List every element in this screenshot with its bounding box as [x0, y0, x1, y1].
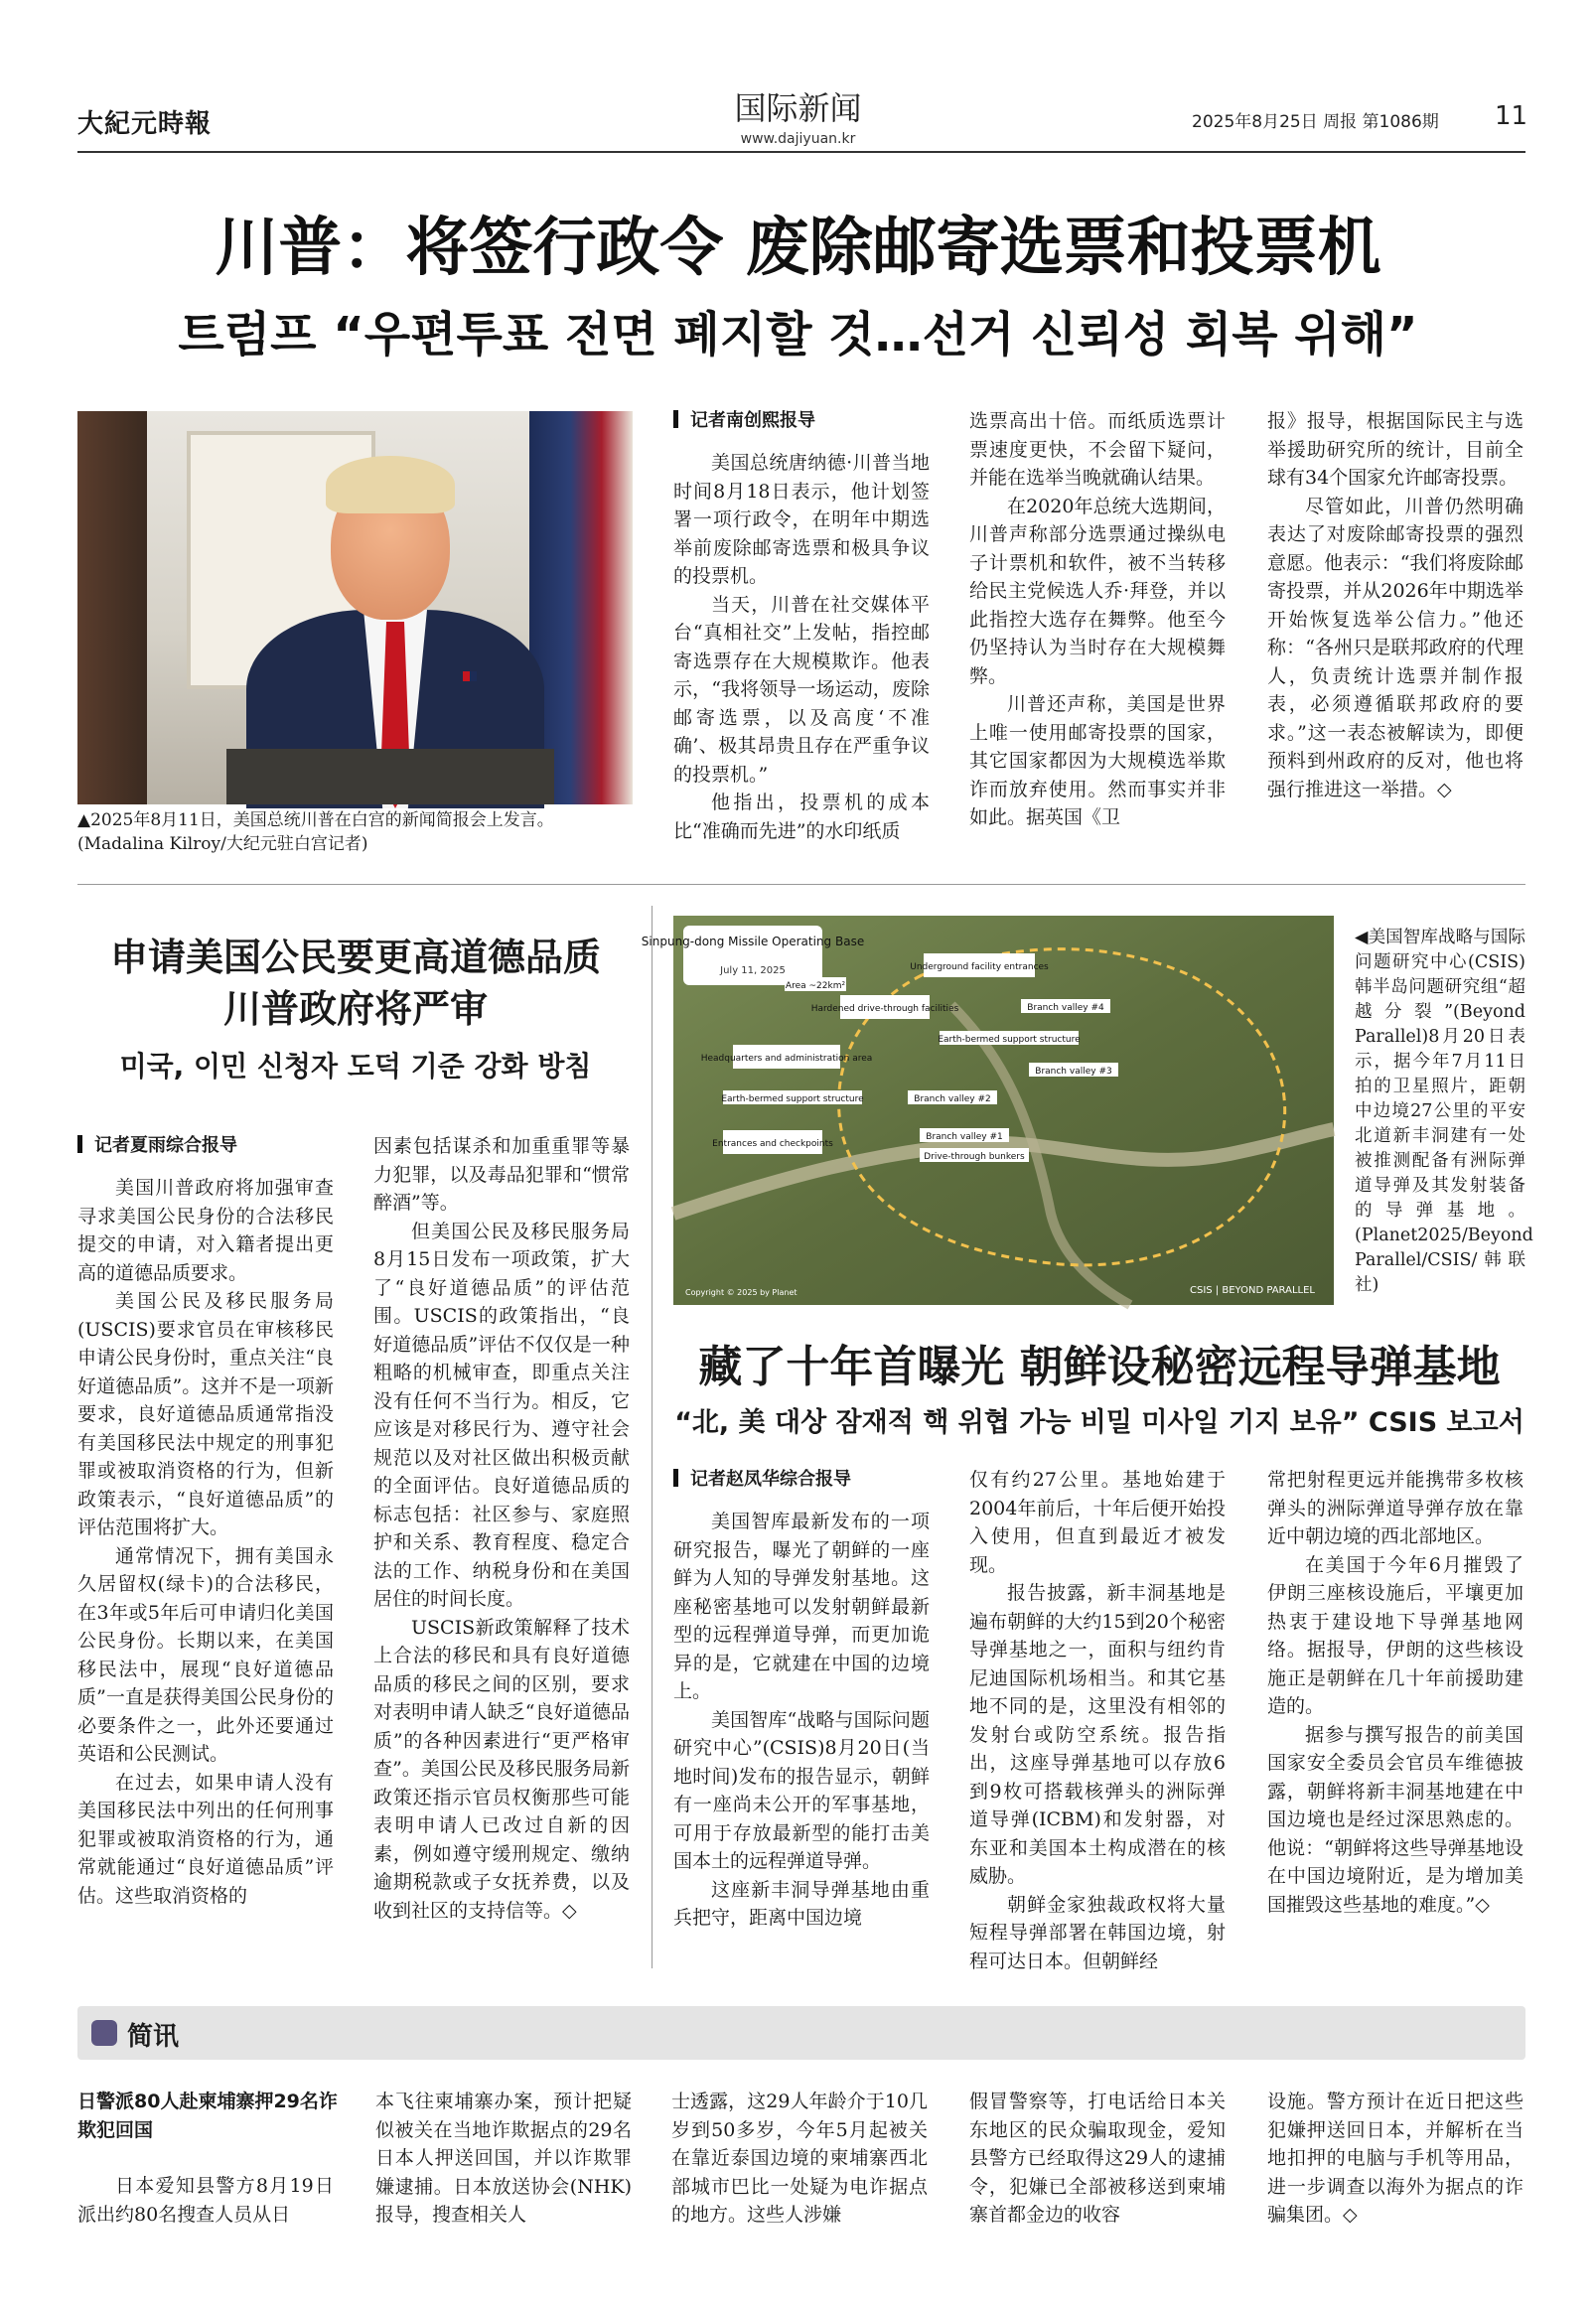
map-label: Entrances and checkpoints	[712, 1139, 833, 1149]
article1-column-3	[1267, 407, 1523, 803]
article2-column-1	[77, 1132, 334, 1910]
brief-column-1	[77, 2172, 334, 2229]
map-area-label: Area ~22km²	[785, 981, 846, 991]
issue-info: 2025年8月25日 周报 第1086期	[1192, 112, 1439, 132]
map-brand: CSIS | BEYOND PARALLEL	[1190, 1285, 1315, 1296]
paragraph: 常把射程更远并能携带多枚核弹头的洲际弹道导弹存放在靠近中朝边境的西北部地区。	[1267, 1469, 1523, 1547]
paragraph: 美国总统唐纳德·川普当地时间8月18日表示，他计划签署一项行政令，在明年中期选举前废除邮寄选票和极具争议的投票机。	[673, 452, 930, 587]
map-date: July 11, 2025	[720, 965, 786, 976]
article2-headline-line2: 川普政府将严审	[222, 986, 488, 1031]
article1-subheadline: 트럼프 “우편투표 전면 폐지할 것…선거 신뢰성 회복 위해”	[178, 307, 1418, 362]
photo-flag	[529, 411, 633, 804]
map-label: Branch valley #4	[1027, 1003, 1104, 1013]
article1-photo	[77, 411, 633, 804]
map-label: Branch valley #2	[914, 1094, 991, 1104]
paragraph: 当天，川普在社交媒体平台“真相社交”上发帖，指控邮寄选票存在大规模欺诈。他表示，“我将领导一场运动，废除邮寄选票，以及高度‘不准确’、极其昂贵且存在严重争议的投票机。”	[673, 593, 930, 786]
article3-byline: 记者赵凤华综合报导	[673, 1466, 930, 1494]
paragraph: 在美国于今年6月摧毁了伊朗三座核设施后，平壤更加热衷于建设地下导弹基地网络。据报导，伊朗的这些核设施正是朝鲜在几十年前援助建造的。	[1267, 1553, 1523, 1717]
brief-headline: 日警派80人赴柬埔寨押29名诈欺犯回国	[77, 2091, 338, 2141]
section-title: 国际新闻	[734, 89, 862, 127]
briefs-label: 简讯	[127, 2022, 180, 2052]
map-label: Branch valley #1	[926, 1132, 1003, 1142]
satellite-map	[641, 916, 1334, 1305]
header-rule	[77, 151, 1525, 153]
photo-podium	[226, 749, 554, 804]
article3-column-3	[1267, 1466, 1523, 1919]
article3-subheadline: “北, 美 대상 잠재적 핵 위협 가능 비밀 미사일 기지 보유” CSIS 보고서	[674, 1407, 1524, 1438]
briefs-header-bar	[77, 2006, 1525, 2060]
map-title: Sinpung-dong Missile Operating Base	[641, 935, 865, 948]
photo-hair	[326, 456, 455, 513]
paragraph: USCIS新政策解释了技术上合法的移民和具有良好道德品质的移民之间的区别，要求对表明申请人缺乏“良好道德品质”的各种因素进行“更严格审查”。美国公民及移民服务局新政策还指示官员权衡那些可能表明申请人已改过自新的因素，例如遵守缓刑规定、缴纳逾期税款或子女抚养费，以及收到社区的支持信等。◇	[373, 1616, 630, 1922]
paragraph: 日本爱知县警方8月19日派出约80名搜查人员从日	[77, 2175, 334, 2226]
paragraph: 美国智库最新发布的一项研究报告，曝光了朝鲜的一座鲜为人知的导弹发射基地。这座秘密基地可以发射朝鲜最新型的远程弹道导弹，而更加诡异的是，它就建在中国的边境上。	[673, 1511, 930, 1702]
paragraph: 报告披露，新丰洞基地是遍布朝鲜的大约15到20个秘密导弹基地之一，面积与纽约肯尼迪国际机场相当。和其它基地不同的是，这里没有相邻的发射台或防空系统。报告指出，这座导弹基地可以存放6到9枚可搭载核弹头的洲际弹道导弹(ICBM)和发射器，对东亚和美国本土构成潜在的核威胁。	[969, 1582, 1226, 1887]
paragraph: 美国公民及移民服务局(USCIS)要求官员在审核移民申请公民身份时，重点关注“良好道德品质”。这并不是一项新要求，良好道德品质通常指没有美国移民法中规定的刑事犯罪或被取消资格的行为，但新政策表示，“良好道德品质”的评估范围将扩大。	[77, 1290, 334, 1538]
paragraph: 通常情况下，拥有美国永久居留权(绿卡)的合法移民，在3年或5年后可申请归化美国公民身份。长期以来，在美国移民法中，展现“良好道德品质”一直是获得美国公民身份的必要条件之一，此外还要通过英语和公民测试。	[77, 1544, 334, 1765]
briefs-icon	[91, 2020, 117, 2046]
page-number: 11	[1495, 101, 1528, 131]
article1-headline: 川普：将签行政令 废除邮寄选票和投票机	[215, 211, 1381, 285]
paragraph: 设施。警方预计在近日把这些犯嫌押送回日本，并解析在当地扣押的电脑与手机等用品，进一步调查以海外为据点的诈骗集团。◇	[1267, 2091, 1523, 2226]
paragraph: 在2020年总统大选期间，川普声称部分选票通过操纵电子计票机和软件，被不当转移给民主党候选人乔·拜登，并以此指控大选存在舞弊。他至今仍坚持认为当时存在大规模舞弊。	[969, 495, 1226, 687]
column-divider	[652, 906, 653, 1968]
paragraph: 选票高出十倍。而纸质选票计票速度更快，不会留下疑问，并能在选举当晚就确认结果。	[969, 410, 1226, 489]
map-caption: ◀美国智库战略与国际问题研究中心(CSIS)韩半岛问题研究组“超越分裂”(Beyond Parallel)8月20日表示，据今年7月11日拍的卫星照片，距朝中边境27公里的平安北道新丰洞建有一处被推测配备有洲际弹道导弹及其发射装备的导弹基地。(Planet2025/Beyond Parallel/CSIS/韩联社)	[1355, 928, 1533, 1295]
map-label: Branch valley #3	[1035, 1067, 1112, 1077]
paragraph: 但美国公民及移民服务局8月15日发布一项政策，扩大了“良好道德品质”的评估范围。USCIS的政策指出，“良好道德品质”评估不仅仅是一种粗略的机械审查，即重点关注没有任何不当行为。相反，它应该是对移民行为、遵守社会规范以及对社区做出积极贡献的全面评估。良好道德品质的标志包括：社区参与、家庭照护和关系、教育程度、稳定合法的工作、纳税身份和在美国居住的时间长度。	[373, 1220, 630, 1610]
photo-flag-pin	[463, 671, 477, 681]
brief-column-2	[375, 2088, 632, 2230]
map-label: Earth-bermed support structure	[938, 1035, 1081, 1045]
map-label: Headquarters and administration area	[700, 1054, 873, 1064]
paragraph: 本飞往柬埔寨办案，预计把疑似被关在当地诈欺据点的29名日本人押送回国，并以诈欺罪嫌逮捕。日本放送协会(NHK)报导，搜查相关人	[375, 2091, 632, 2226]
paragraph: 报》报导，根据国际民主与选举援助研究所的统计，目前全球有34个国家允许邮寄投票。	[1267, 410, 1523, 489]
paragraph: 美国智库“战略与国际问题研究中心”(CSIS)8月20日(当地时间)发布的报告显示，朝鲜有一座尚未公开的军事基地，可用于存放最新型的能打击美国本土的远程弹道导弹。	[673, 1708, 930, 1872]
paragraph: 尽管如此，川普仍然明确表达了对废除邮寄投票的强烈意愿。他表示：“我们将废除邮寄投票，并从2026年中期选举开始恢复选举公信力。”他还称：“各州只是联邦政府的代理人，负责统计选票并制作报表，必须遵循联邦政府的要求。”这一表态被解读为，即便预料到州政府的反对，他也将强行推进这一举措。◇	[1267, 495, 1523, 800]
brief-column-3	[671, 2088, 928, 2230]
map-label: Hardened drive-through facilities	[810, 1004, 959, 1014]
article1-column-2	[969, 407, 1226, 832]
article2-headline-line1: 申请美国公民要更高道德品质	[109, 935, 601, 979]
article2-subheadline: 미국, 이민 신청자 도덕 기준 강화 방침	[119, 1050, 592, 1083]
paragraph: 他指出，投票机的成本比“准确而先进”的水印纸质	[673, 792, 930, 842]
article1-column-1	[673, 407, 930, 845]
section-divider	[77, 884, 1525, 885]
paragraph: 在过去，如果申请人没有美国移民法中列出的任何刑事犯罪或被取消资格的行为，通常就能通过“良好道德品质”评估。这些取消资格的	[77, 1771, 334, 1907]
paragraph: 士透露，这29人年龄介于10几岁到50多岁，今年5月起被关在靠近泰国边境的柬埔寨西北部城市巴比一处疑为电诈据点的地方。这些人涉嫌	[671, 2091, 928, 2226]
paragraph: 朝鲜金家独裁政权将大量短程导弹部署在韩国边境，射程可达日本。但朝鲜经	[969, 1893, 1226, 1972]
brief-column-5	[1267, 2088, 1523, 2230]
map-copyright: Copyright © 2025 by Planet	[685, 1288, 798, 1297]
paragraph: 假冒警察等，打电话给日本关东地区的民众骗取现金，爱知县警方已经取得这29人的逮捕令，犯嫌已全部被移送到柬埔寨首都金边的收容	[969, 2091, 1226, 2226]
paragraph: 川普还声称，美国是世界上唯一使用邮寄投票的国家，其它国家都因为大规模选举欺诈而放弃使用。然而事实并非如此。据英国《卫	[969, 693, 1226, 828]
article2-column-2	[373, 1132, 630, 1925]
map-label: Underground facility entrances	[910, 962, 1049, 972]
section-url[interactable]: www.dajiyuan.kr	[740, 131, 856, 147]
paragraph: 据参与撰写报告的前美国国家安全委员会官员车维德披露，朝鲜将新丰洞基地建在中国边境也是经过深思熟虑的。他说：“朝鲜将这些导弹基地设在中国边境附近，是为增加美国摧毁这些基地的难度。”◇	[1267, 1723, 1523, 1916]
article3-column-1	[673, 1466, 930, 1933]
brief-column-4	[969, 2088, 1226, 2230]
article2-byline: 记者夏雨综合报导	[77, 1132, 334, 1160]
article3-column-2	[969, 1466, 1226, 1975]
paragraph: 仅有约27公里。基地始建于2004年前后，十年后便开始投入使用，但直到最近才被发现。	[969, 1469, 1226, 1576]
paragraph: 这座新丰洞导弹基地由重兵把守，距离中国边境	[673, 1878, 930, 1929]
article1-photo-caption: ▲2025年8月11日，美国总统川普在白宫的新闻简报会上发言。(Madalina Kilroy/大纪元驻白宫记者)	[77, 810, 554, 854]
masthead-logo: 大紀元時報	[77, 109, 213, 139]
article1-byline: 记者南创熙报导	[673, 407, 930, 435]
paragraph: 美国川普政府将加强审查寻求美国公民身份的合法移民提交的申请，对入籍者提出更高的道德品质要求。	[77, 1177, 334, 1284]
article2-headline	[77, 932, 634, 1035]
photo-curtain	[77, 411, 147, 804]
paragraph: 因素包括谋杀和加重重罪等暴力犯罪，以及毒品犯罪和“惯常醉酒”等。	[373, 1135, 630, 1214]
map-label: Earth-bermed support structure	[721, 1094, 864, 1104]
article3-headline: 藏了十年首曝光 朝鲜设秘密远程导弹基地	[698, 1342, 1501, 1392]
map-label: Drive-through bunkers	[924, 1152, 1025, 1162]
